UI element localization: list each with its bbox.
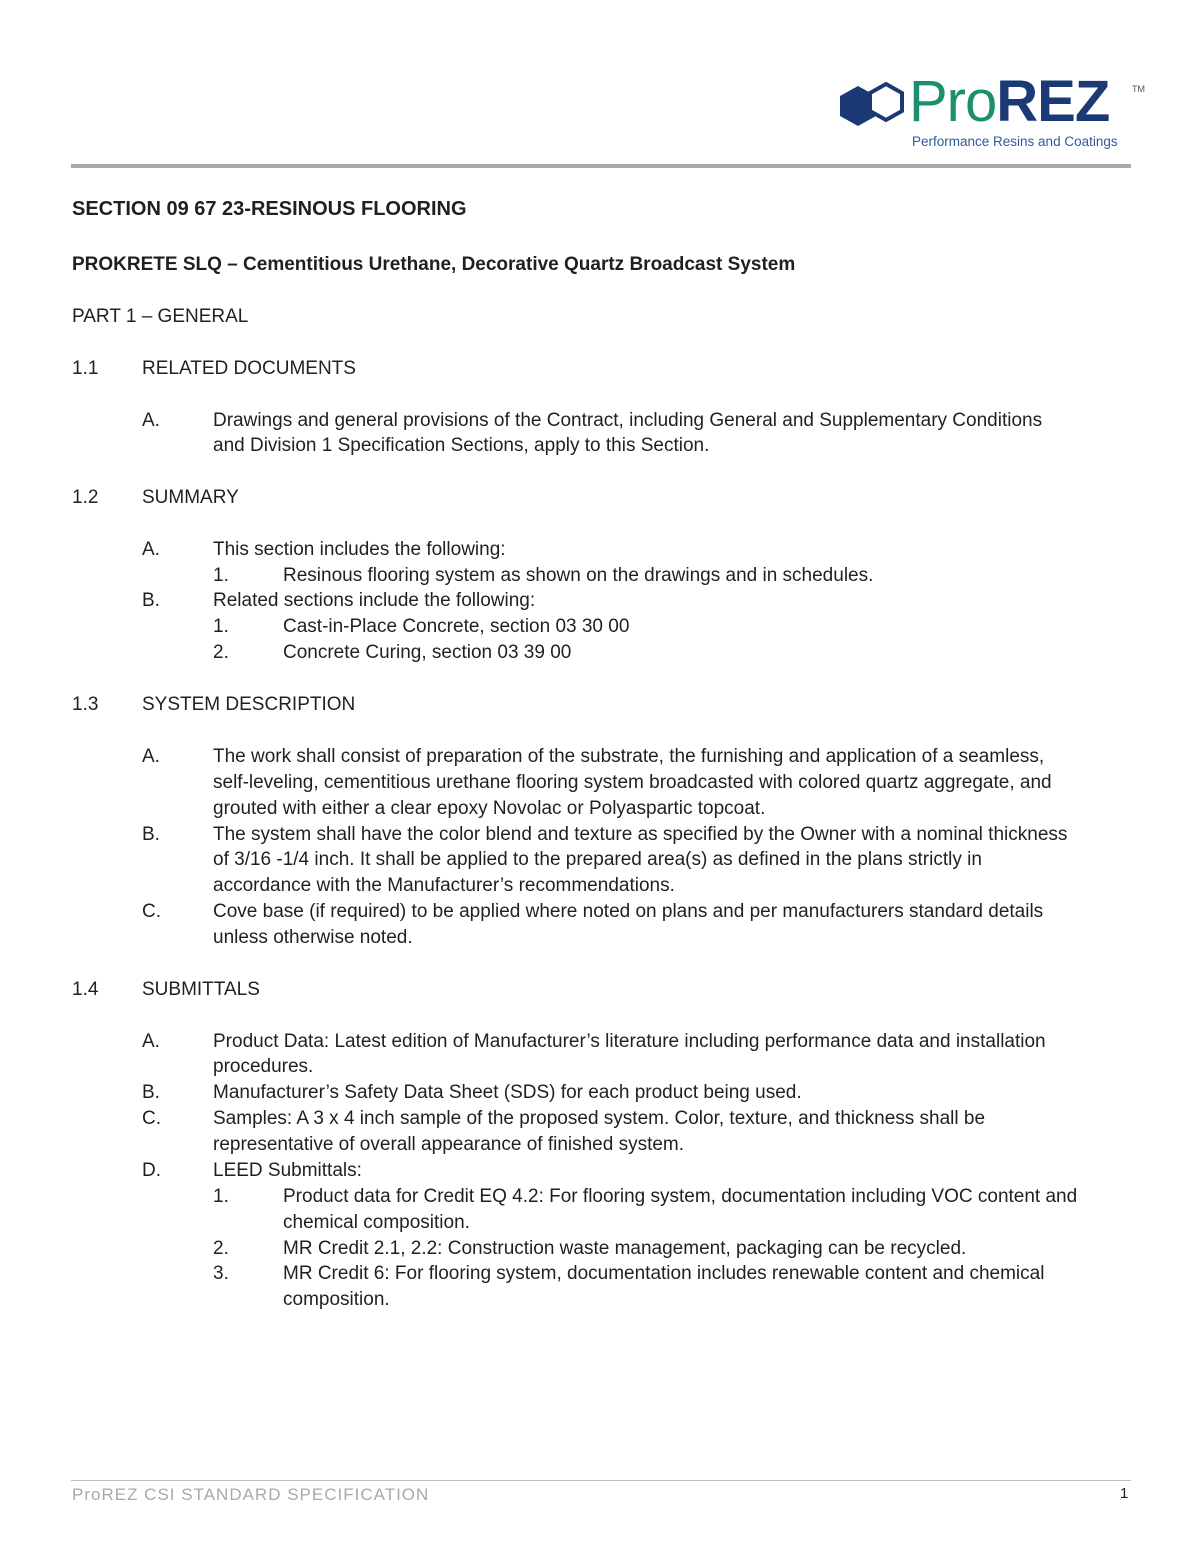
article-number: 1.2 xyxy=(72,487,99,508)
article-number: 1.4 xyxy=(72,979,99,1000)
trademark-mark: TM xyxy=(1132,84,1145,94)
subparagraph-line: composition. xyxy=(283,1289,390,1310)
article-number: 1.3 xyxy=(72,694,99,715)
paragraph-label: A. xyxy=(142,1031,160,1052)
article-title: SYSTEM DESCRIPTION xyxy=(142,694,356,715)
prorez-logo xyxy=(836,69,1148,154)
subparagraph-line: MR Credit 6: For flooring system, documentation includes renewable content and chemical xyxy=(283,1263,1045,1284)
paragraph-label: C. xyxy=(142,1108,161,1129)
page-number: 1 xyxy=(1120,1485,1129,1502)
paragraph-line: Cove base (if required) to be applied where noted on plans and per manufacturers standard details xyxy=(213,901,1044,922)
subparagraph-label: 1. xyxy=(213,616,229,637)
footer-divider xyxy=(71,1480,1131,1481)
logo-tagline: Performance Resins and Coatings xyxy=(912,134,1118,149)
paragraph-line: accordance with the Manufacturer’s recommendations. xyxy=(213,875,675,896)
article-title: RELATED DOCUMENTS xyxy=(142,358,356,379)
subparagraph-label: 1. xyxy=(213,1186,229,1207)
paragraph-line: This section includes the following: xyxy=(213,539,506,560)
paragraph-label: A. xyxy=(142,410,160,431)
product-title: PROKRETE SLQ – Cementitious Urethane, Decorative Quartz Broadcast System xyxy=(72,254,796,275)
subparagraph-line: MR Credit 2.1, 2.2: Construction waste management, packaging can be recycled. xyxy=(283,1238,967,1259)
article-title: SUBMITTALS xyxy=(142,979,260,1000)
paragraph-line: LEED Submittals: xyxy=(213,1160,362,1181)
subparagraph-line: Cast-in-Place Concrete, section 03 30 00 xyxy=(283,616,630,637)
paragraph-line: procedures. xyxy=(213,1056,314,1077)
paragraph-line: Manufacturer’s Safety Data Sheet (SDS) for each product being used. xyxy=(213,1082,802,1103)
paragraph-line: Product Data: Latest edition of Manufacturer’s literature including performance data and installation xyxy=(213,1031,1046,1052)
subparagraph-line: Resinous flooring system as shown on the drawings and in schedules. xyxy=(283,565,874,586)
paragraph-line: Drawings and general provisions of the Contract, including General and Supplementary Conditions xyxy=(213,410,1043,431)
paragraph-label: A. xyxy=(142,746,160,767)
part-heading: PART 1 – GENERAL xyxy=(72,306,249,327)
paragraph-line: and Division 1 Specification Sections, apply to this Section. xyxy=(213,435,710,456)
subparagraph-label: 2. xyxy=(213,1238,229,1259)
section-title: SECTION 09 67 23-RESINOUS FLOORING xyxy=(72,198,467,220)
article-number: 1.1 xyxy=(72,358,99,379)
hexagon-logo-icon xyxy=(836,78,908,134)
subparagraph-line: chemical composition. xyxy=(283,1212,470,1233)
paragraph-label: B. xyxy=(142,590,160,611)
paragraph-label: A. xyxy=(142,539,160,560)
subparagraph-label: 3. xyxy=(213,1263,229,1284)
paragraph-line: unless otherwise noted. xyxy=(213,927,413,948)
paragraph-line: self-leveling, cementitious urethane flooring system broadcasted with colored quartz aggregate, and xyxy=(213,772,1052,793)
paragraph-line: The work shall consist of preparation of the substrate, the furnishing and application of a seamless, xyxy=(213,746,1045,767)
paragraph-line: of 3/16 -1/4 inch. It shall be applied to the prepared area(s) as defined in the plans strictly in xyxy=(213,849,982,870)
paragraph-line: representative of overall appearance of finished system. xyxy=(213,1134,685,1155)
paragraph-line: Related sections include the following: xyxy=(213,590,536,611)
paragraph-line: The system shall have the color blend and texture as specified by the Owner with a nominal thickness xyxy=(213,824,1068,845)
paragraph-label: D. xyxy=(142,1160,161,1181)
paragraph-line: grouted with either a clear epoxy Novolac or Polyaspartic topcoat. xyxy=(213,798,766,819)
subparagraph-label: 2. xyxy=(213,642,229,663)
paragraph-line: Samples: A 3 x 4 inch sample of the proposed system. Color, texture, and thickness shall be xyxy=(213,1108,986,1129)
subparagraph-line: Concrete Curing, section 03 39 00 xyxy=(283,642,572,663)
footer-text: ProREZ CSI STANDARD SPECIFICATION xyxy=(72,1485,430,1504)
paragraph-label: B. xyxy=(142,824,160,845)
article-title: SUMMARY xyxy=(142,487,239,508)
header-divider xyxy=(71,164,1131,168)
logo-wordmark: ProREZ xyxy=(909,69,1110,134)
paragraph-label: C. xyxy=(142,901,161,922)
subparagraph-line: Product data for Credit EQ 4.2: For flooring system, documentation including VOC content and xyxy=(283,1186,1078,1207)
paragraph-label: B. xyxy=(142,1082,160,1103)
subparagraph-label: 1. xyxy=(213,565,229,586)
